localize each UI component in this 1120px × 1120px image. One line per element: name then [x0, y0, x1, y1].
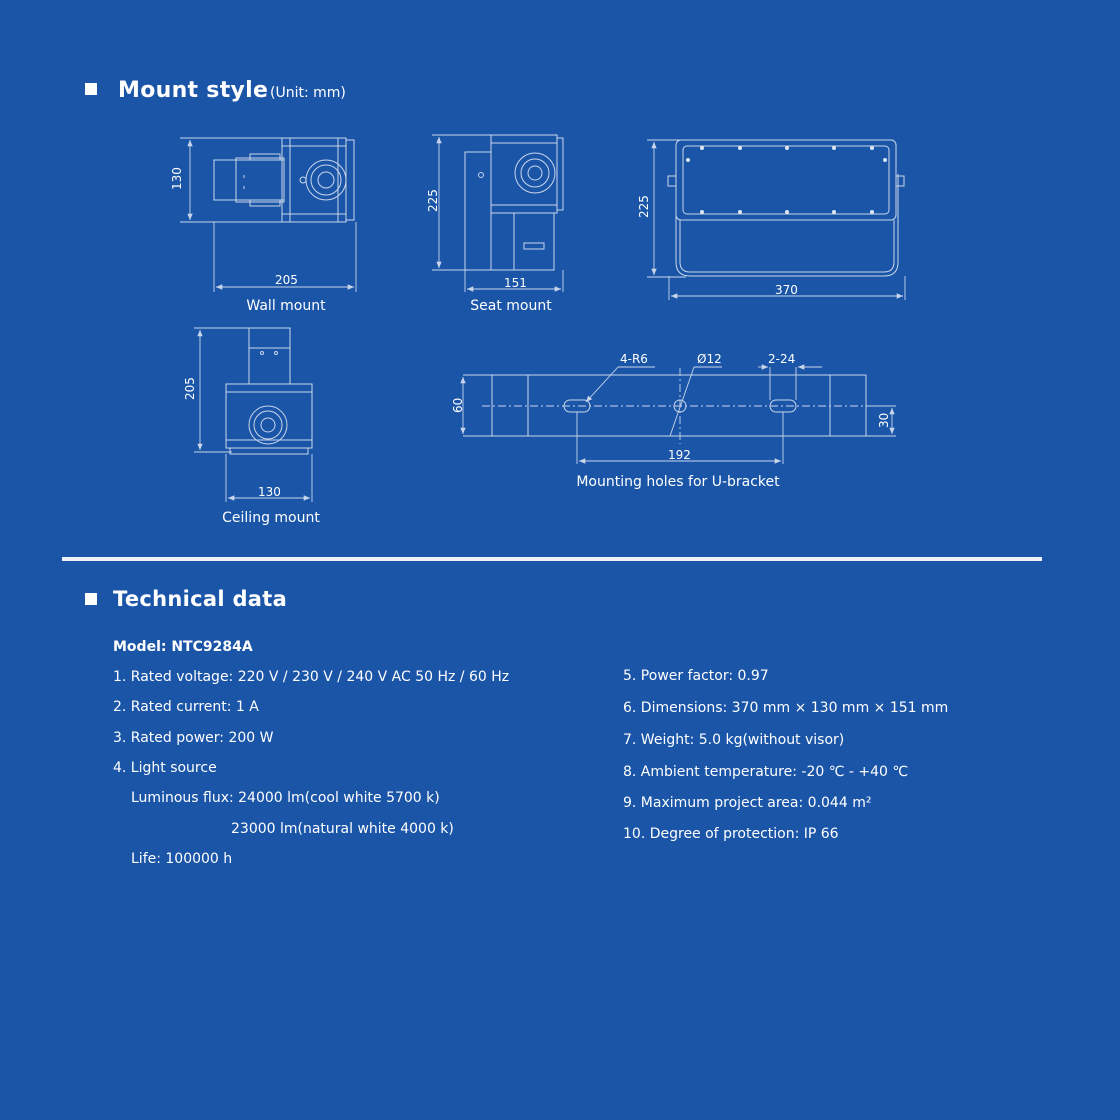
model-label: Model: NTC9284A: [113, 639, 253, 655]
seat-mount-caption: Seat mount: [470, 298, 552, 314]
wall-mount-drawing: [170, 138, 356, 292]
wall-width-dim: 205: [275, 273, 298, 287]
spec-power-factor: 5. Power factor: 0.97: [623, 668, 769, 684]
front-height-dim: 225: [637, 195, 651, 218]
mounting-holes-drawing: [451, 352, 896, 464]
spec-luminous-flux-cool: Luminous flux: 24000 lm(cool white 5700 k): [131, 790, 440, 806]
ceiling-mount-drawing: [183, 328, 312, 502]
holes-diameter-label: Ø12: [697, 352, 722, 366]
spec-project-area: 9. Maximum project area: 0.044 m²: [623, 795, 872, 811]
holes-slot-label: 2-24: [768, 352, 796, 366]
ceiling-mount-caption: Ceiling mount: [222, 510, 320, 526]
seat-width-dim: 151: [504, 276, 527, 290]
mounting-holes-caption: Mounting holes for U-bracket: [576, 474, 780, 490]
unit-label: (Unit: mm): [270, 85, 346, 101]
ceiling-height-dim: 205: [183, 377, 197, 400]
holes-center-dim: 30: [877, 412, 891, 428]
wall-mount-caption: Wall mount: [246, 298, 326, 314]
holes-width-dim: 192: [668, 448, 691, 462]
holes-radius-label: 4-R6: [620, 352, 648, 366]
spec-rated-voltage: 1. Rated voltage: 220 V / 230 V / 240 V AC 50 Hz / 60 Hz: [113, 669, 510, 685]
section-bullet-tech: [85, 593, 97, 605]
seat-height-dim: 225: [426, 189, 440, 212]
mount-style-title: Mount style: [118, 78, 269, 103]
technical-data-title: Technical data: [113, 587, 288, 611]
spec-rated-current: 2. Rated current: 1 A: [113, 699, 259, 715]
spec-light-source: 4. Light source: [113, 760, 217, 776]
holes-height-dim: 60: [451, 397, 465, 413]
seat-mount-drawing: [426, 135, 563, 292]
spec-ambient-temperature: 8. Ambient temperature: -20 ℃ - +40 ℃: [623, 764, 909, 780]
section-divider: [62, 557, 1042, 561]
spec-protection-degree: 10. Degree of protection: IP 66: [623, 826, 839, 842]
spec-dimensions: 6. Dimensions: 370 mm × 130 mm × 151 mm: [623, 700, 949, 716]
spec-luminous-flux-natural: 23000 lm(natural white 4000 k): [231, 821, 454, 837]
spec-rated-power: 3. Rated power: 200 W: [113, 730, 274, 746]
front-view-drawing: [637, 140, 905, 300]
spec-life: Life: 100000 h: [131, 851, 233, 867]
ceiling-width-dim: 130: [258, 485, 281, 499]
spec-weight: 7. Weight: 5.0 kg(without visor): [623, 732, 845, 748]
wall-height-dim: 130: [170, 167, 184, 190]
front-width-dim: 370: [775, 283, 798, 297]
